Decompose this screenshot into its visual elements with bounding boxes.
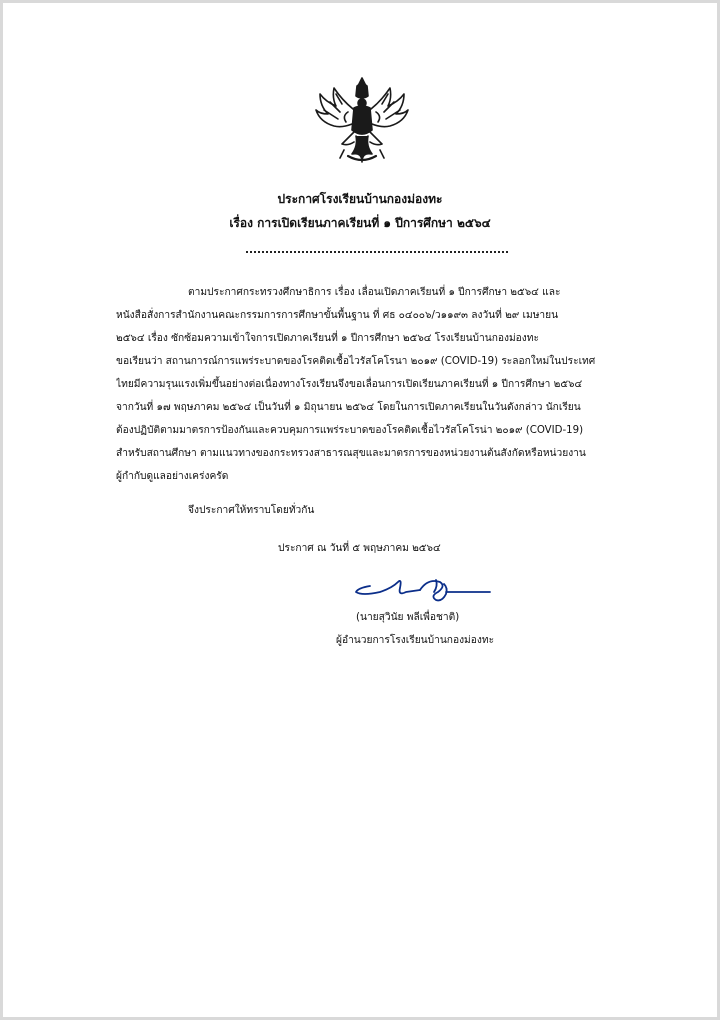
body-line: ผู้กำกับดูแลอย่างเคร่งครัด bbox=[116, 471, 229, 482]
handwritten-signature bbox=[350, 572, 495, 606]
announcement-subject: เรื่อง การเปิดเรียนภาคเรียนที่ ๑ ปีการศึกษา ๒๕๖๔ bbox=[229, 216, 491, 230]
issue-date: ประกาศ ณ วันที่ ๕ พฤษภาคม ๒๕๖๔ bbox=[278, 543, 441, 554]
body-line: ไทยมีความรุนแรงเพิ่มขึ้นอย่างต่อเนื่องทางโรงเรียนจึงขอเลื่อนการเปิดเรียนภาคเรียนที่ ๑ ปีการศึกษา ๒๕๖๔ bbox=[116, 379, 583, 390]
page-border-top bbox=[0, 0, 720, 3]
garuda-emblem-icon bbox=[312, 72, 412, 168]
title-divider bbox=[246, 251, 508, 253]
body-line: หนังสือสั่งการสำนักงานคณะกรรมการการศึกษาขั้นพื้นฐาน ที่ ศธ ๐๔๐๐๖/ว๑๑๙๓ ลงวันที่ ๒๙ เมษายน bbox=[116, 310, 559, 321]
signer-name: (นายสุวินัย พลีเพื่อชาติ) bbox=[356, 612, 460, 623]
body-line: ๒๕๖๔ เรื่อง ซักซ้อมความเข้าใจการเปิดภาคเรียนที่ ๑ ปีการศึกษา ๒๕๖๔ โรงเรียนบ้านกองม่องทะ bbox=[116, 333, 539, 344]
body-line: ขอเรียนว่า สถานการณ์การแพร่ระบาดของโรคติดเชื้อไวรัสโคโรนา ๒๐๑๙ (COVID-19) ระลอกใหม่ในประเทศ bbox=[116, 356, 596, 367]
body-line: จากวันที่ ๑๗ พฤษภาคม ๒๕๖๔ เป็นวันที่ ๑ มิถุนายน ๒๕๖๔ โดยในการเปิดภาคเรียนในวันดังกล่าว นักเรียน bbox=[116, 402, 581, 413]
body-line: สำหรับสถานศึกษา ตามแนวทางของกระทรวงสาธารณสุขและมาตรการของหน่วยงานต้นสังกัดหรือหน่วยงาน bbox=[116, 448, 586, 459]
closing-statement: จึงประกาศให้ทราบโดยทั่วกัน bbox=[188, 505, 315, 516]
body-line: ตามประกาศกระทรวงศึกษาธิการ เรื่อง เลื่อนเปิดภาคเรียนที่ ๑ ปีการศึกษา ๒๕๖๔ และ bbox=[188, 287, 561, 298]
announcement-title: ประกาศโรงเรียนบ้านกองม่องทะ bbox=[277, 192, 443, 206]
body-line: ต้องปฏิบัติตามมาตรการป้องกันและควบคุมการแพร่ระบาดของโรคติดเชื้อไวรัสโคโรน่า ๒๐๑๙ (COVID-19) bbox=[116, 425, 584, 436]
page-border-left bbox=[0, 0, 3, 1020]
signer-title: ผู้อำนวยการโรงเรียนบ้านกองม่องทะ bbox=[336, 635, 495, 646]
